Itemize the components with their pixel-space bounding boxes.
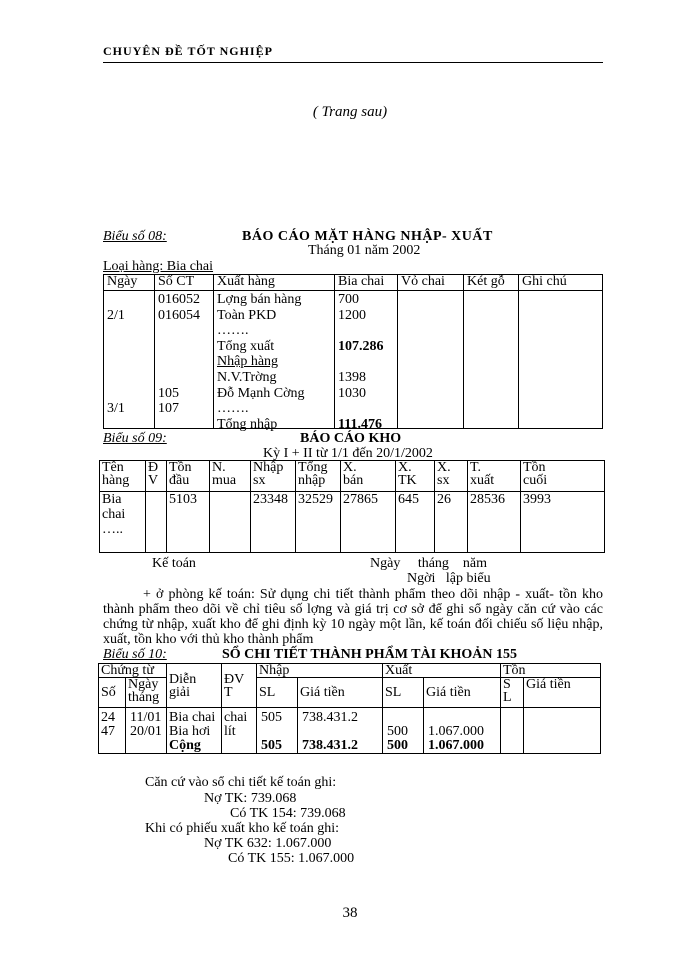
sign-nguoi: Ngời lập biểu [407,571,491,586]
xuat-6: N.V.Trờng [217,370,277,385]
r-so [99,708,126,754]
r-ton-cuoi: 3993 [521,492,605,553]
col-soct: Số CT [155,275,214,291]
h-nhap-sx: Nhập sx [251,461,296,492]
bieu-10-label: Biểu số 10: [103,647,167,662]
h-xuat: Xuất [383,664,501,678]
loai-hang: Loại hàng: Bia chai [103,259,214,274]
xsl-1: 500 [387,724,408,739]
h-dv: Đ V [146,461,167,492]
bieu-10-title: SỔ CHI TIẾT THÀNH PHẨM TÀI KHOẢN 155 [222,647,517,662]
r-tong-nhap: 32529 [296,492,341,553]
r-xuat-sl [383,708,424,754]
r-dv [146,492,167,553]
r-ton-gt [524,708,601,754]
soct-4: 107 [158,401,179,416]
col-ghi-chu: Ghi chú [519,275,603,291]
h-ton-sl: S L [501,678,524,708]
xuat-4: Tổng xuất [217,339,275,354]
cell-ket-go [464,291,519,429]
h-ton-gt: Giá tiền [524,678,601,708]
ngt-cong: 738.431.2 [302,738,358,753]
r-nhap-sx: 23348 [251,492,296,553]
col-ket-go: Két gỗ [464,275,519,291]
ghi-4: Khi có phiếu xuất kho kế toán ghi: [145,821,340,836]
h-ton-dau: Tồn đầu [167,461,210,492]
col-bia-chai: Bia chai [335,275,398,291]
page-number: 38 [342,905,358,921]
r-ton-dau: 5103 [167,492,210,553]
ghi-2: Nợ TK: 739.068 [204,791,297,806]
document-header: CHUYÊN ĐỀ TỐT NGHIỆP [103,44,273,58]
dg-1: Bia chai [169,710,216,725]
para-ke-toan: + ở phòng kế toán: Sử dụng chi tiết thành phẩm theo dõi nhập - xuất- tồn kho thành phẩm theo dõi về chỉ tiêu số lợng và giá trị cơ sở để ghi sổ ngày căn cứ vào các chứng từ nhập, xuất kho để ghi định kỳ 10 ngày một lần, kế toán đối chiếu số liệu nhập, xuất, tồn kho với thủ kho thành phẩm [103,587,603,647]
h-so: Số [99,678,126,708]
h-x-ban: X. bán [341,461,396,492]
cell-xuat-hang [214,291,335,432]
so-2: 47 [101,724,115,739]
bia-tong-xuat: 107.286 [338,339,384,354]
h-ten-hang: Tên hàng [100,461,146,492]
cell-vo-chai [398,291,464,429]
header-rule [103,62,603,63]
xgt-cong: 1.067.000 [428,738,484,753]
dvt-2: lít [224,724,236,739]
ngt-1: 738.431.2 [302,710,358,725]
soct-2: 016054 [158,308,200,323]
bia-tong-nhap: 111.476 [338,417,382,432]
col-vo-chai: Vỏ chai [398,275,464,291]
bieu-09-label: Biểu số 09: [103,431,167,446]
xsl-cong: 500 [387,738,408,753]
h-xuat-sl: SL [383,678,424,708]
trang-sau-note: ( Trang sau) [312,104,388,120]
dg-cong: Cộng [169,738,201,753]
bia-3: 1398 [338,370,366,385]
soct-3: 105 [158,386,179,401]
bieu-08-table [103,274,603,432]
col-xuat-hang: Xuất hàng [214,275,335,291]
sign-ngay: Ngày tháng năm [370,556,488,571]
ghi-3: Có TK 154: 739.068 [230,806,346,821]
h-dien-giai: Diễn giải [167,664,222,708]
so-1: 24 [101,710,115,725]
r-nhap-gt [298,708,383,754]
bia-1: 700 [338,292,359,307]
r-ngay [126,708,167,754]
r-xuat-gt [424,708,501,754]
ngay-a: 11/01 [130,710,162,725]
bieu-09-title: BÁO CÁO KHO [300,431,402,446]
r-n-mua [210,492,251,553]
r-dien-giai [167,708,222,754]
h-dvt: ĐV T [222,664,257,708]
nsl-1: 505 [261,710,282,725]
r-dvt [222,708,257,754]
h-nhap-sl: SL [257,678,298,708]
r-x-ban: 27865 [341,492,396,553]
h-ngay-thang: Ngày tháng [126,678,167,708]
h-t-xuat: T. xuất [468,461,521,492]
xuat-2: Toàn PKD [217,308,277,323]
xuat-5: Nhập hàng [217,354,279,369]
r-t-xuat: 28536 [468,492,521,553]
cell-ghi-chu [519,291,603,429]
sign-ketoan: Kế toán [152,556,196,571]
ghi-1: Căn cứ vào sổ chi tiết kế toán ghi: [145,775,337,790]
bieu-08-subtitle: Tháng 01 năm 2002 [308,243,421,258]
r-x-sx: 26 [435,492,468,553]
r-ten-hang: Bia chai ….. [100,492,146,553]
bieu-10-table [98,663,601,754]
h-x-tk: X. TK [396,461,435,492]
xuat-8: ……. [217,401,249,416]
h-n-mua: N. mua [210,461,251,492]
h-ton-cuoi: Tồn cuối [521,461,605,492]
bia-4: 1030 [338,386,366,401]
cell-bia-chai [335,291,398,432]
h-nhap: Nhập [257,664,383,678]
xgt-1: 1.067.000 [428,724,484,739]
h-ton: Tồn [501,664,601,678]
xuat-9: Tổng nhập [217,417,278,432]
h-x-sx: X. sx [435,461,468,492]
r-x-tk: 645 [396,492,435,553]
cell-soct [155,291,214,429]
bieu-09-subtitle: Kỳ I + II từ 1/1 đến 20/1/2002 [263,446,433,461]
xuat-7: Đỗ Mạnh Cờng [217,386,305,401]
h-chung-tu: Chứng từ [99,664,167,678]
r-nhap-sl [257,708,298,754]
cell-ngay [104,291,155,429]
ghi-5: Nợ TK 632: 1.067.000 [204,836,332,851]
bieu-08-title: BÁO CÁO MẶT HÀNG NHẬP- XUẤT [242,229,493,244]
h-nhap-gt: Giá tiền [298,678,383,708]
ngay-2: 3/1 [107,401,125,416]
r-ton-sl [501,708,524,754]
xuat-1: Lợng bán hàng [217,292,302,307]
h-xuat-gt: Giá tiền [424,678,501,708]
bieu-09-table [99,460,605,553]
ngay-1: 2/1 [107,308,125,323]
ngay-b: 20/01 [130,724,162,739]
bieu-08-label: Biểu số 08: [103,229,167,244]
h-tong-nhap: Tổng nhập [296,461,341,492]
dg-2: Bia hơi [169,724,211,739]
nsl-cong: 505 [261,738,282,753]
ghi-6: Có TK 155: 1.067.000 [228,851,355,866]
soct-1: 016052 [158,292,200,307]
xuat-3: ……. [217,323,249,338]
dvt-1: chai [224,710,248,725]
col-ngay: Ngày [104,275,155,291]
bia-2: 1200 [338,308,366,323]
